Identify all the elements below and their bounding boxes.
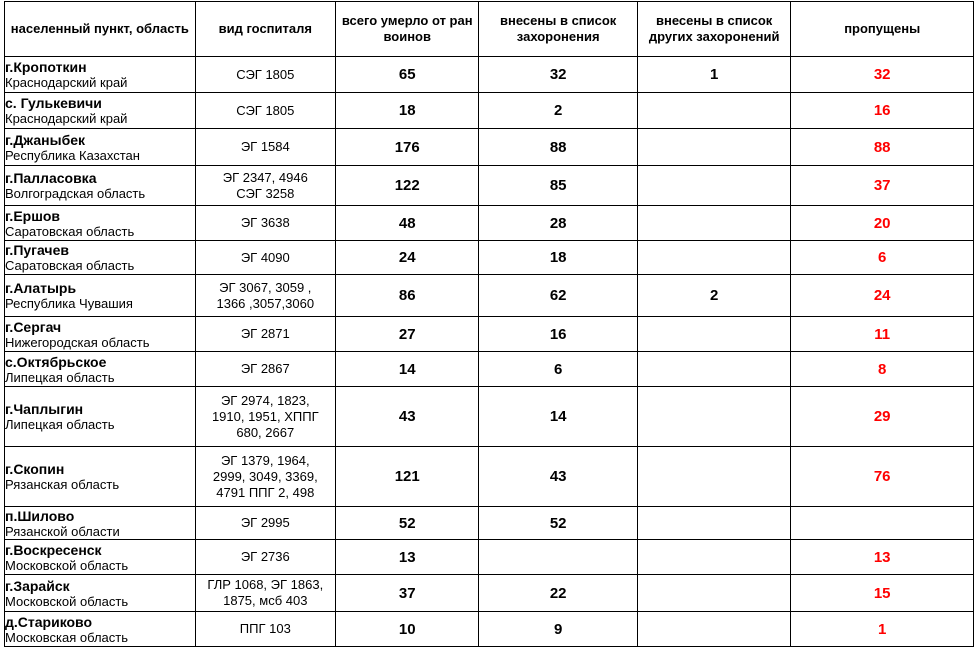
total-died-cell[interactable]: 10: [336, 612, 479, 647]
location-cell[interactable]: [5, 57, 196, 93]
in-other-burials-cell[interactable]: [637, 507, 790, 540]
in-burial-list-cell[interactable]: 14: [479, 387, 637, 447]
hospital-line: СЭГ 1805: [236, 66, 295, 82]
location-cell[interactable]: [5, 206, 196, 241]
hospital-cell[interactable]: [195, 575, 335, 612]
region-name: Рязанская область: [5, 477, 120, 492]
in-other-burials-cell[interactable]: [637, 241, 790, 275]
location-cell[interactable]: [5, 507, 196, 540]
location-cell[interactable]: [5, 352, 196, 387]
city-name: п.Шилово: [5, 507, 75, 524]
hospital-burials-table: [4, 1, 974, 647]
hospital-line: ЭГ 2347, 4946: [222, 169, 308, 185]
city-name: с.Октябрьское: [5, 353, 107, 370]
location-cell[interactable]: [5, 575, 196, 612]
hospital-cell[interactable]: [195, 241, 335, 275]
hospital-line: ЭГ 1584: [240, 139, 290, 154]
total-died-cell[interactable]: 122: [336, 166, 479, 206]
total-died-cell[interactable]: 37: [336, 575, 479, 612]
in-other-burials-cell[interactable]: [637, 612, 790, 647]
missed-cell[interactable]: 13: [791, 540, 974, 575]
hospital-cell[interactable]: [195, 387, 335, 447]
header-in-other-burials: внесены в список других захоронений: [637, 2, 790, 57]
total-died-cell[interactable]: 27: [336, 317, 479, 352]
city-name: г.Ершов: [5, 207, 61, 224]
in-other-burials-cell[interactable]: [637, 387, 790, 447]
in-other-burials-cell[interactable]: [637, 317, 790, 352]
header-total-died: всего умерло от ран воинов: [336, 2, 479, 57]
city-name: г.Палласовка: [5, 170, 97, 186]
table-row: [5, 129, 974, 166]
missed-cell[interactable]: 15: [791, 575, 974, 612]
missed-cell[interactable]: 20: [791, 206, 974, 241]
table-row: [5, 447, 974, 507]
in-burial-list-cell[interactable]: 43: [479, 447, 637, 507]
total-died-cell[interactable]: 24: [336, 241, 479, 275]
missed-cell[interactable]: [791, 507, 974, 540]
in-other-burials-cell[interactable]: 1: [637, 57, 790, 93]
total-died-cell[interactable]: 18: [336, 93, 479, 129]
missed-cell[interactable]: 32: [791, 57, 974, 93]
city-name: г.Скопин: [5, 461, 65, 477]
location-cell[interactable]: [5, 166, 196, 206]
hospital-line: 680, 2667: [236, 424, 295, 440]
hospital-cell[interactable]: [195, 275, 335, 317]
header-location: населенный пункт, область: [5, 2, 196, 57]
table-row: [5, 93, 974, 129]
in-burial-list-cell[interactable]: 32: [479, 57, 637, 93]
in-other-burials-cell[interactable]: [637, 447, 790, 507]
hospital-cell[interactable]: [195, 93, 335, 129]
header-hospital: вид госпиталя: [195, 2, 335, 57]
total-died-cell[interactable]: 65: [336, 57, 479, 93]
missed-cell[interactable]: 24: [791, 275, 974, 317]
table-row: [5, 317, 974, 352]
hospital-line: СЭГ 1805: [236, 102, 295, 118]
in-burial-list-cell[interactable]: 16: [479, 317, 637, 352]
hospital-cell[interactable]: [195, 317, 335, 352]
missed-cell[interactable]: 8: [791, 352, 974, 387]
hospital-cell[interactable]: [195, 129, 335, 166]
hospital-line: ЭГ 2995: [240, 515, 290, 530]
table-row: [5, 241, 974, 275]
hospital-line: 1910, 1951, ХППГ: [211, 408, 319, 424]
in-burial-list-cell[interactable]: 18: [479, 241, 637, 275]
in-burial-list-cell[interactable]: 9: [479, 612, 637, 647]
region-name: Московской область: [5, 593, 129, 609]
hospital-line: ЭГ 2867: [240, 361, 290, 376]
hospital-line: ЭГ 4090: [240, 249, 290, 265]
location-cell[interactable]: [5, 317, 196, 352]
in-other-burials-cell[interactable]: [637, 129, 790, 166]
total-died-cell[interactable]: 43: [336, 387, 479, 447]
in-other-burials-cell[interactable]: [637, 166, 790, 206]
city-name: г.Джаныбек: [5, 131, 86, 148]
in-burial-list-cell[interactable]: 85: [479, 166, 637, 206]
table-row: [5, 166, 974, 206]
location-cell[interactable]: [5, 275, 196, 317]
total-died-cell[interactable]: 13: [336, 540, 479, 575]
region-name: Волгоградская область: [5, 186, 146, 201]
location-cell[interactable]: [5, 241, 196, 275]
hospital-cell[interactable]: [195, 612, 335, 647]
location-cell[interactable]: [5, 612, 196, 647]
header-row: [5, 2, 974, 57]
table-row: [5, 612, 974, 647]
city-name: г.Кропоткин: [5, 59, 87, 75]
city-name: с. Гулькевичи: [5, 95, 102, 111]
hospital-cell[interactable]: [195, 57, 335, 93]
region-name: Липецкая область: [5, 369, 115, 385]
hospital-line: 2999, 3049, 3369,: [212, 468, 318, 484]
missed-cell[interactable]: 29: [791, 387, 974, 447]
hospital-line: ЭГ 2871: [240, 326, 290, 341]
hospital-line: ЭГ 3638: [240, 215, 290, 230]
region-name: Республика Казахстан: [5, 147, 140, 163]
city-name: г.Сергач: [5, 318, 62, 335]
hospital-line: ЭГ 1379, 1964,: [220, 452, 310, 468]
hospital-cell[interactable]: [195, 352, 335, 387]
table-row: [5, 507, 974, 540]
location-cell[interactable]: [5, 387, 196, 447]
hospital-line: ЭГ 2974, 1823,: [220, 392, 310, 408]
table-row: [5, 206, 974, 241]
in-other-burials-cell[interactable]: [637, 93, 790, 129]
table-row: [5, 275, 974, 317]
hospital-line: ЭГ 2736: [240, 549, 290, 564]
total-died-cell[interactable]: 121: [336, 447, 479, 507]
region-name: Краснодарский край: [5, 75, 128, 90]
hospital-cell[interactable]: [195, 206, 335, 241]
total-died-cell[interactable]: 86: [336, 275, 479, 317]
city-name: г.Алатырь: [5, 280, 77, 296]
location-cell[interactable]: [5, 447, 196, 507]
location-cell[interactable]: [5, 93, 196, 129]
missed-cell[interactable]: 11: [791, 317, 974, 352]
hospital-line: СЭГ 3258: [236, 185, 295, 201]
table-row: [5, 575, 974, 612]
city-name: г.Пугачев: [5, 242, 69, 258]
in-burial-list-cell[interactable]: 62: [479, 275, 637, 317]
missed-cell[interactable]: 76: [791, 447, 974, 507]
city-name: г.Чаплыгин: [5, 401, 84, 417]
in-burial-list-cell[interactable]: 28: [479, 206, 637, 241]
region-name: Саратовская область: [5, 258, 135, 273]
in-burial-list-cell[interactable]: 88: [479, 129, 637, 166]
total-died-cell[interactable]: 48: [336, 206, 479, 241]
location-cell[interactable]: [5, 540, 196, 575]
in-burial-list-cell[interactable]: 52: [479, 507, 637, 540]
in-other-burials-cell[interactable]: [637, 206, 790, 241]
header-missed: пропущены: [791, 2, 974, 57]
hospital-line: 4791 ППГ 2, 498: [216, 484, 315, 500]
table-row: [5, 57, 974, 93]
in-burial-list-cell[interactable]: [479, 540, 637, 575]
hospital-cell[interactable]: [195, 447, 335, 507]
table-row: [5, 540, 974, 575]
missed-cell[interactable]: 88: [791, 129, 974, 166]
city-name: г.Воскресенск: [5, 541, 102, 558]
hospital-cell[interactable]: [195, 540, 335, 575]
in-burial-list-cell[interactable]: 2: [479, 93, 637, 129]
region-name: Саратовская область: [5, 223, 135, 239]
hospital-line: ЭГ 3067, 3059 ,: [219, 279, 312, 295]
region-name: Нижегородская область: [5, 334, 150, 350]
region-name: Рязанской области: [5, 523, 120, 539]
hospital-cell[interactable]: [195, 507, 335, 540]
location-cell[interactable]: [5, 129, 196, 166]
in-burial-list-cell[interactable]: 6: [479, 352, 637, 387]
missed-cell[interactable]: 37: [791, 166, 974, 206]
hospital-line: 1366 ,3057,3060: [216, 295, 315, 311]
missed-cell[interactable]: 1: [791, 612, 974, 647]
hospital-line: ГЛР 1068, ЭГ 1863,: [207, 577, 324, 592]
city-name: г.Зарайск: [5, 577, 70, 594]
hospital-cell[interactable]: [195, 166, 335, 206]
hospital-line: 1875, мсб 403: [223, 593, 308, 608]
total-died-cell[interactable]: 176: [336, 129, 479, 166]
total-died-cell[interactable]: 52: [336, 507, 479, 540]
in-burial-list-cell[interactable]: 22: [479, 575, 637, 612]
in-other-burials-cell[interactable]: [637, 540, 790, 575]
table-row: [5, 387, 974, 447]
in-other-burials-cell[interactable]: [637, 352, 790, 387]
region-name: Краснодарский край: [5, 111, 128, 126]
region-name: Московской область: [5, 557, 129, 573]
region-name: Московская область: [5, 629, 129, 645]
missed-cell[interactable]: 6: [791, 241, 974, 275]
in-other-burials-cell[interactable]: 2: [637, 275, 790, 317]
hospital-line: ППГ 103: [239, 621, 291, 636]
total-died-cell[interactable]: 14: [336, 352, 479, 387]
table-row: [5, 352, 974, 387]
in-other-burials-cell[interactable]: [637, 575, 790, 612]
header-in-burial-list: внесены в список захоронения: [479, 2, 637, 57]
missed-cell[interactable]: 16: [791, 93, 974, 129]
region-name: Республика Чувашия: [5, 296, 133, 311]
city-name: д.Стариково: [5, 613, 93, 630]
region-name: Липецкая область: [5, 417, 115, 432]
